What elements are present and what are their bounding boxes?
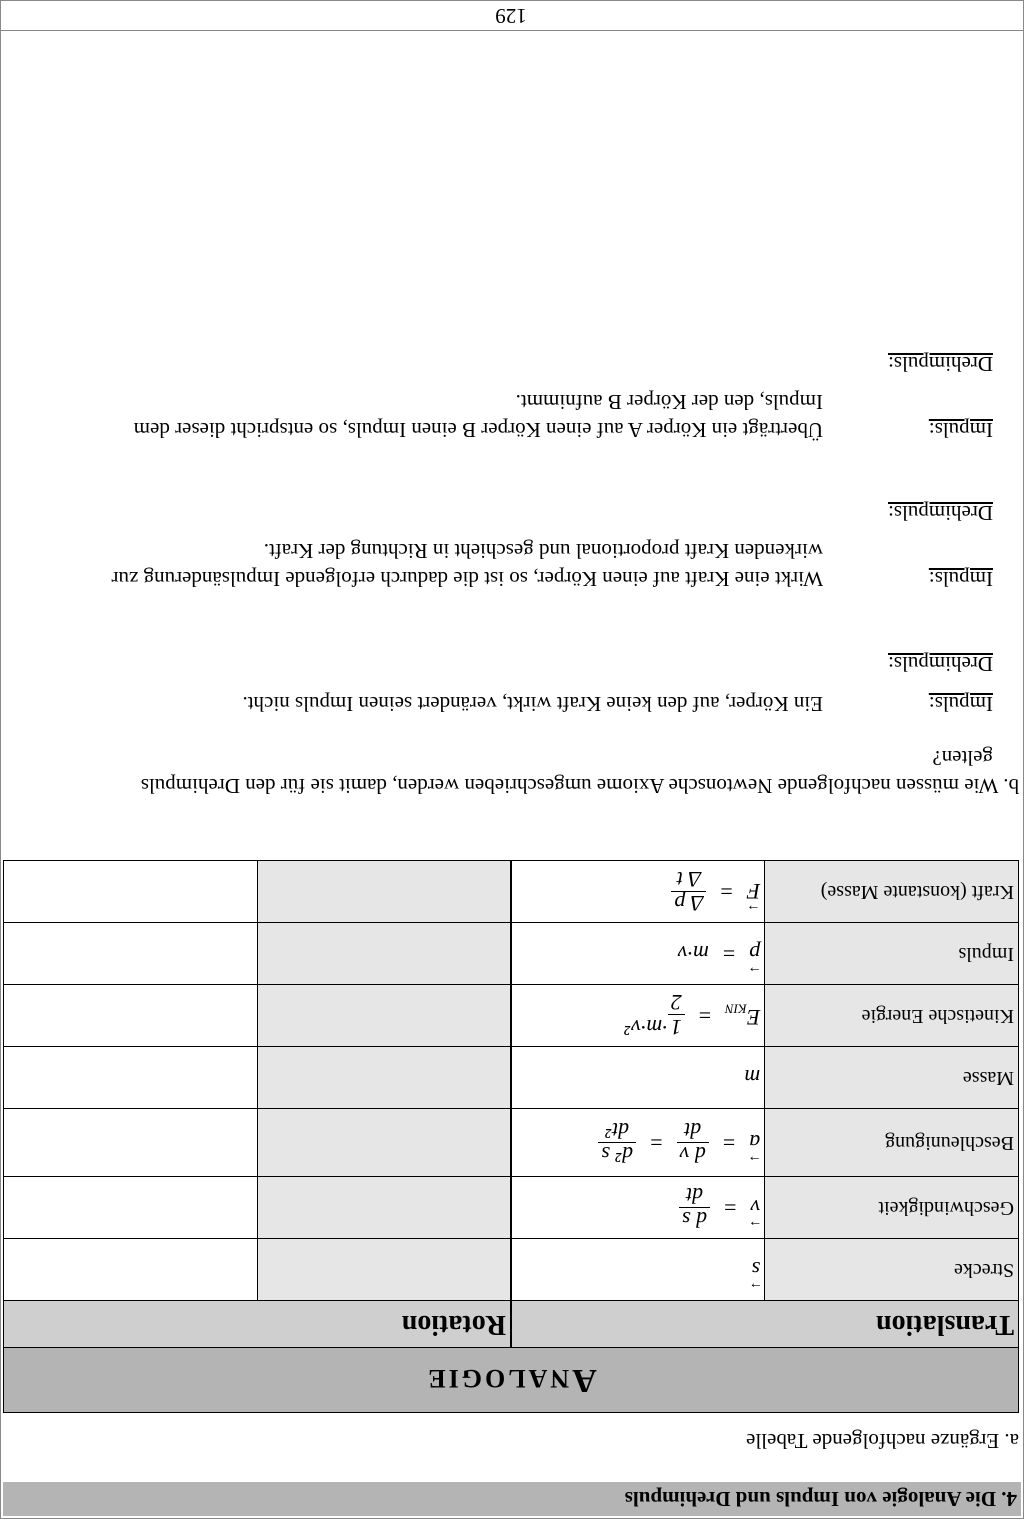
translation-formula: v → = d s dt [511, 1177, 765, 1239]
rotation-name-blank[interactable] [257, 861, 511, 923]
rotation-name-blank[interactable] [257, 1177, 511, 1239]
rotation-formula-blank[interactable] [4, 1047, 258, 1109]
footer-divider [1, 30, 1023, 31]
translation-formula: F → = Δ p Δ t [511, 861, 765, 923]
quantity-name: Kraft (konstante Masse) [765, 861, 1019, 923]
rotation-name-blank[interactable] [257, 1109, 511, 1177]
axiom-text: Wirkt eine Kraft auf einen Körper, so ist die dadurch erfolgende Impulsänderung zur [111, 567, 823, 591]
rotation-formula-blank[interactable] [4, 1177, 258, 1239]
translation-formula: m [511, 1047, 765, 1109]
quantity-name: Masse [765, 1047, 1019, 1109]
translation-formula: s → [511, 1239, 765, 1301]
rotation-name-blank[interactable] [257, 923, 511, 985]
axiom-text: Überträgt ein Körper A auf einen Körper B einen Impuls, so entspricht dieser dem [133, 418, 823, 442]
axiom-3 [3, 350, 993, 444]
impuls-label: Impuls: [928, 418, 993, 442]
rotation-formula-blank[interactable] [4, 923, 258, 985]
drehimpuls-label: Drehimpuls: [888, 352, 993, 376]
axiom-text-cont: Impuls, den der Körper B aufnimmt. [515, 390, 823, 414]
quantity-name: Geschwindigkeit [765, 1177, 1019, 1239]
task-b-instruction: b. Wie müssen nachfolgende Newtonsche Axiome umgeschrieben werden, damit sie für den Drehimpuls gelten? [140, 746, 1019, 798]
quantity-name: Beschleunigung [765, 1109, 1019, 1177]
table-row [4, 1177, 1019, 1239]
axiom-text: Ein Körper, auf den keine Kraft wirkt, verändert seinen Impuls nicht. [242, 692, 823, 716]
column-header-rotation: Rotation [4, 1301, 512, 1348]
table-title: ANALOGIE [4, 1348, 1019, 1413]
drehimpuls-label: Drehimpuls: [888, 652, 993, 676]
table-row [4, 985, 1019, 1047]
translation-formula: p → = m·v [511, 923, 765, 985]
axiom-text-cont: wirkenden Kraft proportional und geschieht in Richtung der Kraft. [263, 539, 823, 563]
quantity-name: Impuls [765, 923, 1019, 985]
translation-formula: $E_{KIN}$ = 1 2 ·m·v² [511, 985, 765, 1047]
page-number: 129 [495, 4, 527, 28]
rotation-formula-blank[interactable] [4, 1109, 258, 1177]
rotation-formula-blank[interactable] [4, 861, 258, 923]
impuls-label: Impuls: [928, 567, 993, 591]
rotation-formula-blank[interactable] [4, 985, 258, 1047]
column-header-translation: Translation [511, 1301, 1019, 1348]
table-row [4, 1239, 1019, 1301]
table-row [4, 861, 1019, 923]
axiom-1 [3, 650, 993, 718]
section-title: 4. Die Analogie von Impuls und Drehimpuls [3, 1482, 1021, 1516]
analogy-table [3, 860, 1019, 1413]
table-row [4, 1109, 1019, 1177]
impuls-label: Impuls: [928, 692, 993, 716]
rotation-formula-blank[interactable] [4, 1239, 258, 1301]
translation-formula: a → = d v dt = d² s dt² [511, 1109, 765, 1177]
rotation-name-blank[interactable] [257, 1239, 511, 1301]
quantity-name: Kinetische Energie [765, 985, 1019, 1047]
rotation-name-blank[interactable] [257, 1047, 511, 1109]
drehimpuls-label: Drehimpuls: [888, 501, 993, 525]
rotation-name-blank[interactable] [257, 985, 511, 1047]
axiom-2 [3, 499, 993, 593]
table-row [4, 923, 1019, 985]
table-row [4, 1047, 1019, 1109]
quantity-name: Strecke [765, 1239, 1019, 1301]
task-a-instruction: a. Ergänze nachfolgende Tabelle [746, 1429, 1019, 1453]
